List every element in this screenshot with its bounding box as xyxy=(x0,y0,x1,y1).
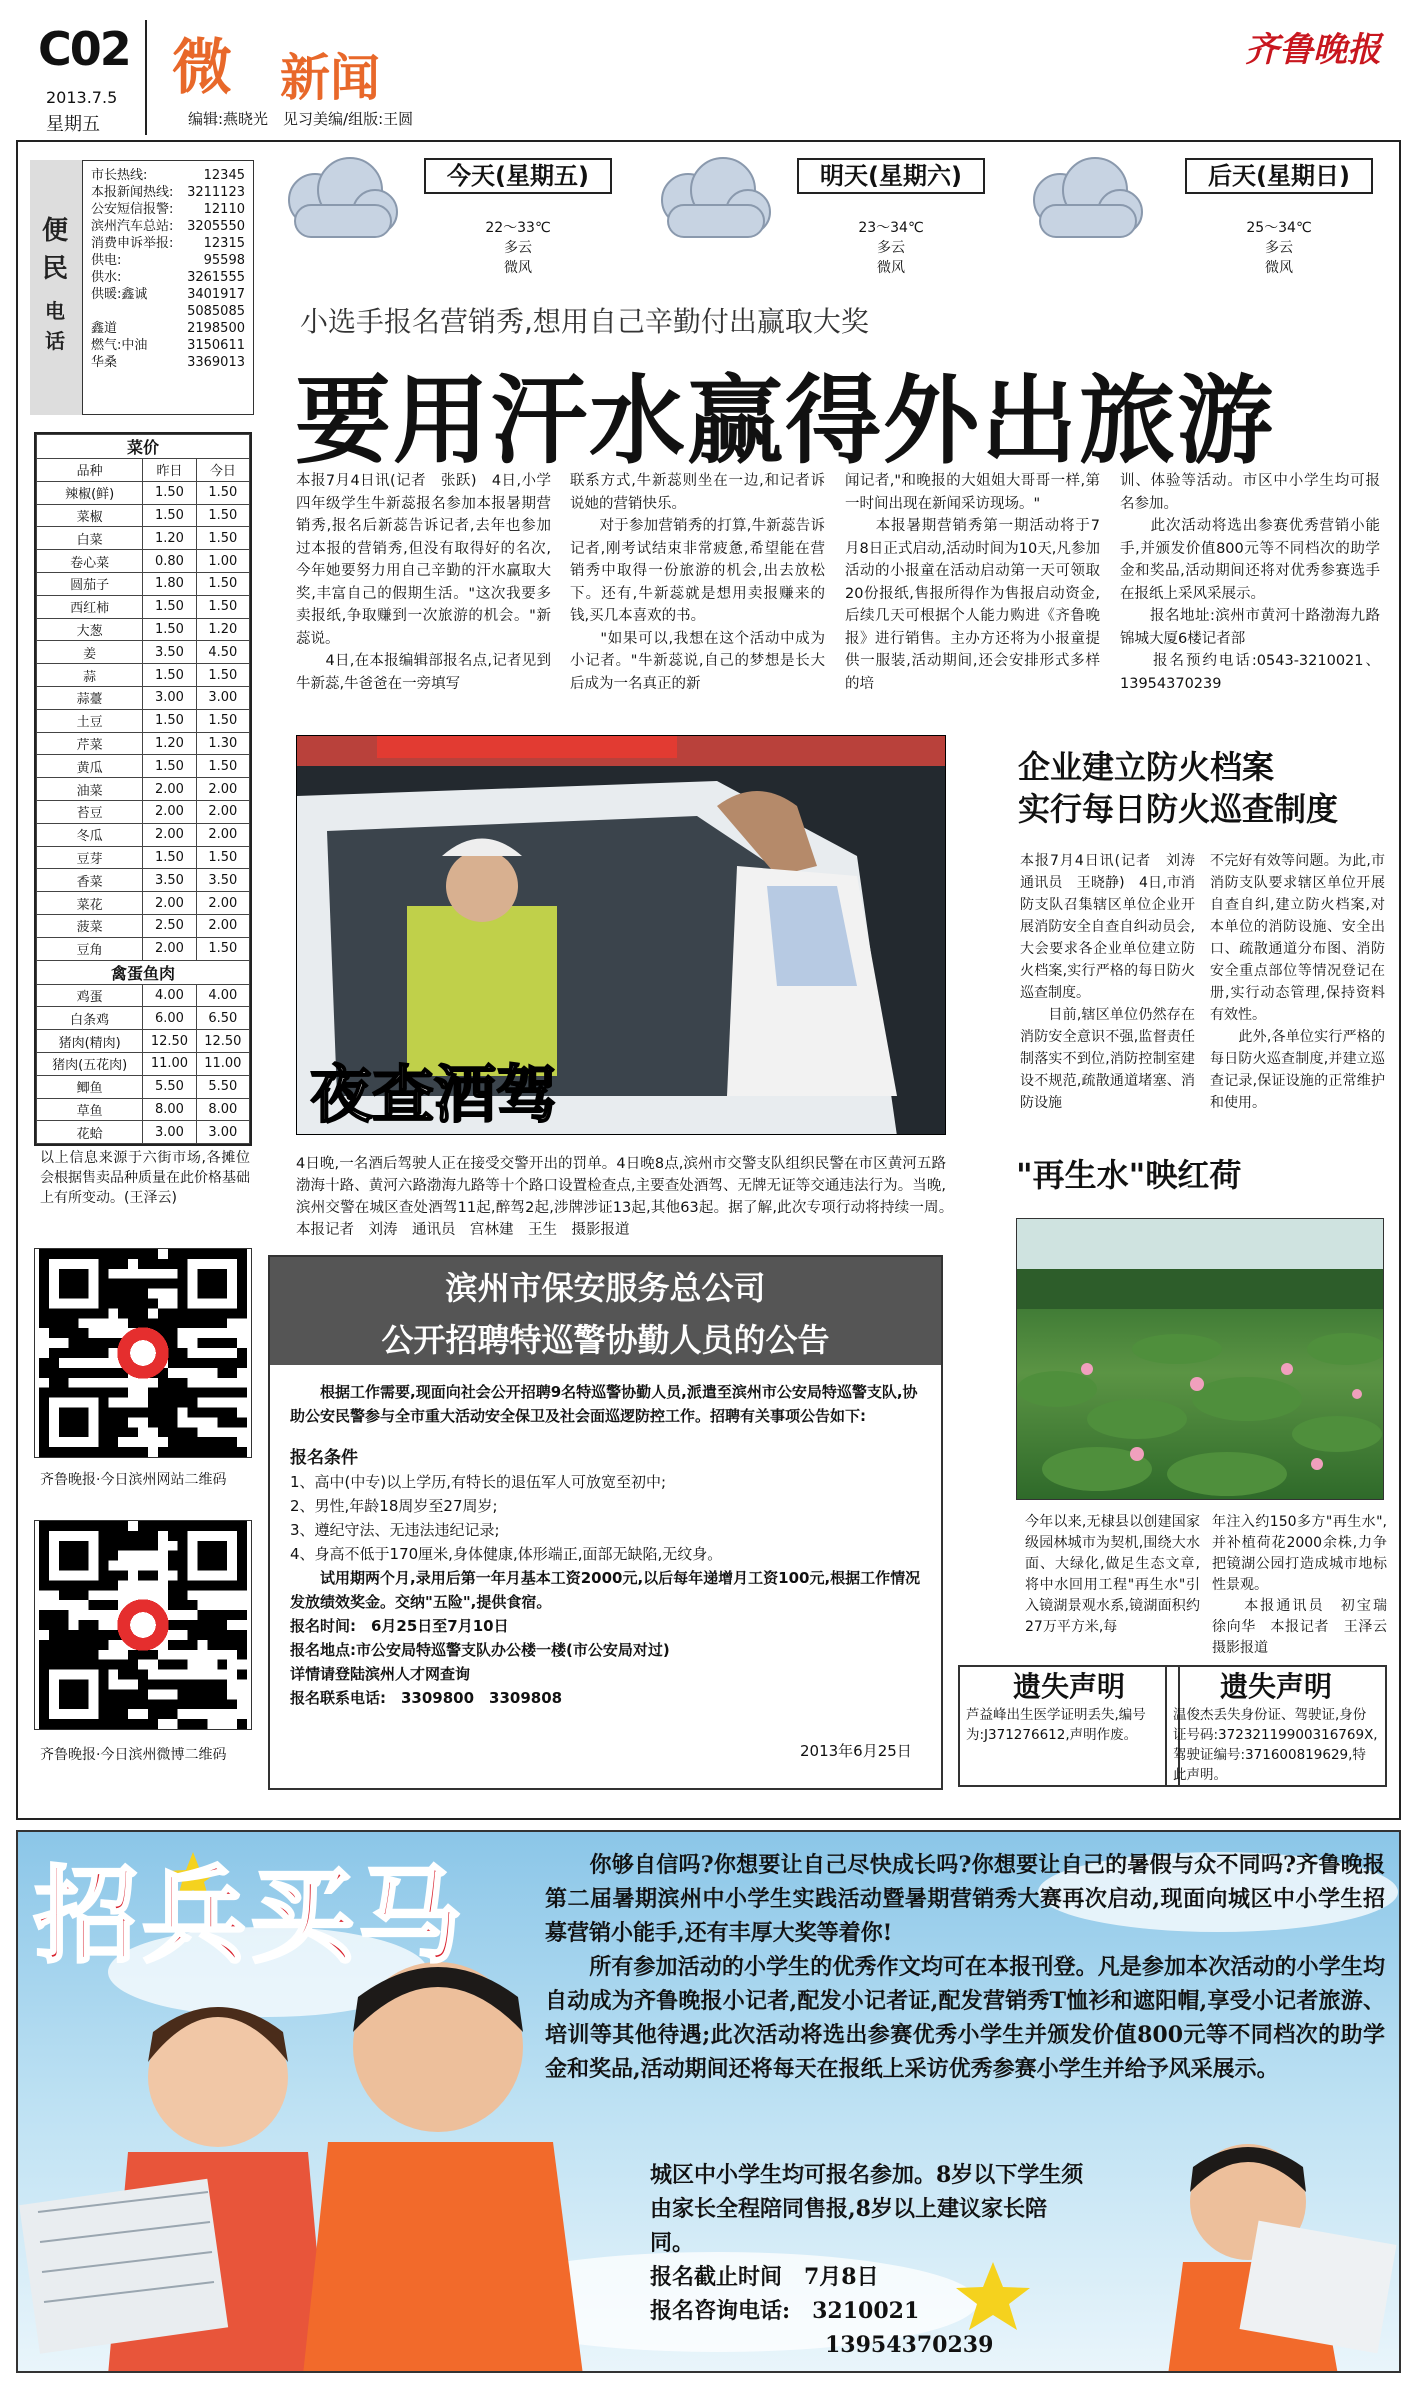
hotline-row xyxy=(91,354,245,371)
price-title: 菜价 xyxy=(37,435,250,459)
lost-notice-2 xyxy=(1165,1665,1387,1787)
ad-cond: 4、身高不低于170厘米,身体健康,体形端正,面部无缺陷,无纹身。 xyxy=(290,1545,723,1563)
notice-title: 遗失声明 xyxy=(1219,1670,1332,1703)
price-cell: 4.00 xyxy=(143,984,196,1007)
price-row xyxy=(37,664,250,687)
price-cell: 1.50 xyxy=(196,846,249,869)
banner-title: 招兵买马 xyxy=(34,1855,467,1977)
price-cell: 11.00 xyxy=(143,1052,196,1075)
price-row xyxy=(37,618,250,641)
banner-phone: 报名咨询电话: 3210021 xyxy=(650,2298,920,2324)
price-cell: 2.00 xyxy=(143,823,196,846)
price-cell: 12.50 xyxy=(196,1030,249,1053)
editor-credit: 编辑:燕晓光 见习美编/组版:王圆 xyxy=(188,110,414,128)
hotline-row xyxy=(91,303,245,320)
lost-notice-1 xyxy=(958,1665,1180,1787)
weather-info-today xyxy=(424,218,612,278)
price-table xyxy=(34,432,252,1146)
issue-weekday: 星期五 xyxy=(46,114,100,135)
price-cell: 1.50 xyxy=(143,664,196,687)
banner-eligibility: 城区中小学生均可报名参加。8岁以下学生须由家长全程陪同售报,8岁以上建议家长陪同。 xyxy=(650,2162,1084,2256)
lotus-col-1: 今年以来,无棣县以创建国家级园林城市为契机,围绕大水面、大绿化,做足生态文章,将中水回用工程"再生水"引入镜湖景观水系,镜湖面积约27万平方米,每 xyxy=(1025,1514,1200,1635)
price-row xyxy=(37,1052,250,1075)
price-cell: 8.00 xyxy=(196,1098,249,1121)
price-cell: 黄瓜 xyxy=(37,755,143,778)
price-cell: 3.00 xyxy=(196,1121,249,1144)
ad-cond: 2、男性,年龄18周岁至27周岁; xyxy=(290,1497,498,1515)
ad-company: 滨州市保安服务总公司 xyxy=(445,1269,766,1307)
lead-col-1: 本报7月4日讯(记者 张跃) 4日,小学四年级学生牛新蕊报名参加本报暑期营销秀,报名后新蕊告诉记者,去年也参加过本报的营销秀,但没有取得好的名次,今年她要努力用自己辛勤的汗水赢取大奖,丰富自己的假期生活。"这次我要多卖报纸,争取赚到一次旅游的机会。"新蕊说。 4日,在本报编辑部报名点,记者见到牛新蕊,牛爸爸在一旁填写 xyxy=(296,473,551,692)
price-cell: 2.00 xyxy=(196,892,249,915)
header-divider xyxy=(145,20,147,135)
hotline-name: 市长热线: xyxy=(91,168,148,183)
price-row xyxy=(37,755,250,778)
ad-detail: 详情请登陆滨州人才网查询 xyxy=(290,1665,471,1683)
price-cell: 1.50 xyxy=(196,527,249,550)
price-row xyxy=(37,778,250,801)
price-cell: 0.80 xyxy=(143,550,196,573)
lead-col-3: 闻记者,"和晚报的大姐姐大哥哥一样,第一时间出现在新闻采访现场。" 本报暑期营销秀第一期活动将于7月8日正式启动,活动时间为10天,凡参加活动的小报童在活动启动第一天可领取20份报纸,售报所得作为售报启动资金,后续几天可根据个人能力购进《齐鲁晚报》进行销售。主办方还将为小报童提供一服装,活动期间,还会安排形式多样的培 xyxy=(845,473,1100,692)
price-cell: 1.50 xyxy=(196,755,249,778)
hotline-row xyxy=(91,201,245,218)
price-row xyxy=(37,1075,250,1098)
photo-title: 夜查酒驾 xyxy=(310,1058,559,1131)
price-cell: 1.50 xyxy=(143,595,196,618)
price-cell: 草鱼 xyxy=(37,1098,143,1121)
price-cell: 3.50 xyxy=(143,641,196,664)
price-cell: 6.50 xyxy=(196,1007,249,1030)
price-note: 以上信息来源于六街市场,各摊位会根据售卖品种质量在此价格基础上有所变动。(王泽云) xyxy=(40,1150,250,1206)
price-cell: 白菜 xyxy=(37,527,143,550)
hotline-number: 3150611 xyxy=(187,338,245,353)
weather-info-tomorrow xyxy=(797,218,985,278)
lotus-col-2: 年注入约150多方"再生水",并补植荷花2000余株,力争把镜湖公园打造成城市地标性景观。 本报通讯员 初宝瑞 徐向华 本报记者 王泽云 摄影报道 xyxy=(1212,1514,1387,1656)
hotline-row xyxy=(91,269,245,286)
price-row xyxy=(37,869,250,892)
price-cell: 1.50 xyxy=(143,709,196,732)
price-cell: 5.50 xyxy=(196,1075,249,1098)
weather-temp: 23～34℃ xyxy=(858,220,924,236)
price-cell: 2.00 xyxy=(196,914,249,937)
price-row xyxy=(37,732,250,755)
price-cell: 1.50 xyxy=(196,595,249,618)
hotline-side-char: 电 xyxy=(45,299,65,323)
hotline-row xyxy=(91,218,245,235)
price-cell: 4.50 xyxy=(196,641,249,664)
price-col-header: 今日 xyxy=(196,459,249,482)
photo-caption: 4日晚,一名酒后驾驶人正在接受交警开出的罚单。4日晚8点,滨州市交警支队组织民警在市区黄河五路渤海十路、黄河六路渤海九路等十个路口设置检查点,主要查处酒驾、无牌无证等交通违法行为。当晚,滨州交警在城区查处酒驾11起,醉驾2起,涉牌涉证13起,其他63起。据了解,此次专项行动将持续一周。 本报记者 刘涛 通讯员 宫林建 王生 摄影报道 xyxy=(296,1156,961,1238)
price-row xyxy=(37,504,250,527)
price-cell: 11.00 xyxy=(196,1052,249,1075)
banner-phone-2: 13954370239 xyxy=(825,2332,994,2358)
hotline-row xyxy=(91,235,245,252)
cloud-icon xyxy=(1020,150,1150,264)
hotline-name: 供水: xyxy=(91,270,122,285)
price-cell: 苔豆 xyxy=(37,800,143,823)
weather-day-dayafter: 后天(星期日) xyxy=(1185,158,1373,194)
price-cell: 鸡蛋 xyxy=(37,984,143,1007)
ad-time: 报名时间: 6月25日至7月10日 xyxy=(290,1617,509,1635)
ad-cond-title: 报名条件 xyxy=(290,1448,358,1468)
price-cell: 1.50 xyxy=(196,504,249,527)
hotline-name: 供电: xyxy=(91,253,122,268)
price-row xyxy=(37,527,250,550)
price-row xyxy=(37,892,250,915)
hotline-name: 华桑 xyxy=(91,355,118,370)
weather-sky: 多云 xyxy=(1265,240,1293,256)
hotline-row xyxy=(91,167,245,184)
price-cell: 油菜 xyxy=(37,778,143,801)
ad-phone: 报名联系电话: 3309800 3309808 xyxy=(290,1689,563,1707)
section-logo-mark: 微 xyxy=(172,33,232,103)
price-cell: 1.50 xyxy=(143,618,196,641)
price-row xyxy=(37,1030,250,1053)
lotus-headline: "再生水"映红荷 xyxy=(1016,1156,1242,1194)
lead-subhead: 小选手报名营销秀,想用自己辛勤付出赢取大奖 xyxy=(300,305,869,338)
price-row xyxy=(37,1098,250,1121)
hotline-number: 12345 xyxy=(203,168,245,183)
weather-temp: 25～34℃ xyxy=(1246,220,1312,236)
lotus-photo xyxy=(1016,1218,1384,1500)
price-row xyxy=(37,481,250,504)
ad-title: 公开招聘特巡警协勤人员的公告 xyxy=(381,1321,830,1359)
fire-col-2: 不完好有效等问题。为此,市消防支队要求辖区单位开展自查自纠,建立防火档案,对本单位的消防设施、安全出口、疏散通道分布图、消防安全重点部位等情况登记在册,实行动态管理,保持资料有效性。 此外,各单位实行严格的每日防火巡查制度,并建立巡查记录,保证设施的正常维护和使用。 xyxy=(1210,853,1385,1111)
weather-day-today: 今天(星期五) xyxy=(424,158,612,194)
price-cell: 鲫鱼 xyxy=(37,1075,143,1098)
weibo-qr-caption: 齐鲁晚报·今日滨州微博二维码 xyxy=(40,1747,227,1763)
section-logo-text: 新闻 xyxy=(280,49,380,107)
price-col-header: 品种 xyxy=(37,459,143,482)
price-cell: 1.20 xyxy=(143,732,196,755)
price-row xyxy=(37,641,250,664)
price-cell: 1.80 xyxy=(143,572,196,595)
ad-cond: 1、高中(中专)以上学历,有特长的退伍军人可放宽至初中; xyxy=(290,1473,667,1491)
price-cell: 5.50 xyxy=(143,1075,196,1098)
hotline-number: 2198500 xyxy=(187,321,245,336)
price-cell: 菠菜 xyxy=(37,914,143,937)
price-cell: 2.00 xyxy=(196,778,249,801)
hotline-row xyxy=(91,337,245,354)
weather-temp: 22～33℃ xyxy=(485,220,551,236)
website-qr-code[interactable] xyxy=(34,1248,252,1458)
fire-col-1: 本报7月4日讯(记者 刘涛 通讯员 王晓静) 4日,市消防支队召集辖区单位企业开展消防安全自查自纠动员会,大会要求各企业单位建立防火档案,实行严格的每日防火巡查制度。 目前,辖区单位仍然存在消防安全意识不强,监督责任制落实不到位,消防控制室建设不规范,疏散通道堵塞、消防设施 xyxy=(1020,853,1195,1111)
price-row xyxy=(37,709,250,732)
hotline-number: 3211123 xyxy=(187,185,245,200)
price-row xyxy=(37,686,250,709)
price-cell: 1.50 xyxy=(196,664,249,687)
hotline-side-label xyxy=(30,160,82,415)
banner-text: 你够自信吗?你想要让自己尽快成长吗?你想要让自己的暑假与众不同吗?齐鲁晚报第二届暑期滨州中小学生实践活动暨暑期营销秀大赛再次启动,现面向城区中小学生招募营销小能手,还有丰厚大奖等着你! 所有参加活动的小学生的优秀作文均可在本报刊登。凡是参加本次活动的小学生均自动成为齐鲁晚报小记者,配发小记者证,配发营销秀T恤衫和遮阳帽,享受小记者旅游、培训等其他待遇;此次活动将选出参赛优秀小学生并颁发价值800元等不同档次的助学金和奖品,活动期间还将每天在报纸上采访优秀参赛小学生并给予风采展示。 xyxy=(545,1852,1385,2082)
ad-body xyxy=(290,1380,930,1710)
price-cell: 土豆 xyxy=(37,709,143,732)
price-cell: 豆角 xyxy=(37,937,143,960)
weather-wind: 微风 xyxy=(1265,260,1293,276)
price-cell: 大葱 xyxy=(37,618,143,641)
hotline-number: 3261555 xyxy=(187,270,245,285)
hotline-side-char: 民 xyxy=(42,254,69,284)
price-cell: 蒜 xyxy=(37,664,143,687)
hotline-number: 3369013 xyxy=(187,355,245,370)
cloud-icon xyxy=(648,150,778,264)
hotline-name: 滨州汽车总站: xyxy=(91,219,174,234)
hotline-number: 12110 xyxy=(203,202,245,217)
lead-headline: 要用汗水赢得外出旅游 xyxy=(295,364,1275,477)
hotline-row xyxy=(91,286,245,303)
price-cell: 2.00 xyxy=(196,800,249,823)
price-cell: 2.50 xyxy=(143,914,196,937)
hotline-name: 燃气:中油 xyxy=(91,338,148,353)
paper-name: 齐鲁晚报 xyxy=(1245,30,1381,70)
price-cell: 1.00 xyxy=(196,550,249,573)
fire-headline-2: 实行每日防火巡查制度 xyxy=(1018,790,1339,828)
weather-sky: 多云 xyxy=(504,240,532,256)
price-cell: 6.00 xyxy=(143,1007,196,1030)
price-cell: 12.50 xyxy=(143,1030,196,1053)
price-row xyxy=(37,846,250,869)
price-cell: 卷心菜 xyxy=(37,550,143,573)
price-cell: 猪肉(五花肉) xyxy=(37,1052,143,1075)
price-cell: 1.50 xyxy=(143,504,196,527)
hotline-number: 12315 xyxy=(203,236,245,251)
hotline-number: 3401917 xyxy=(187,287,245,302)
price-row xyxy=(37,1007,250,1030)
weibo-qr-code[interactable] xyxy=(34,1520,252,1730)
ad-cond: 3、遵纪守法、无违法违纪记录; xyxy=(290,1521,500,1539)
ad-trial: 试用期两个月,录用后第一年月基本工资2000元,以后每年递增月工资100元,根据工作情况发放绩效奖金。交纳"五险",提供食宿。 xyxy=(290,1569,921,1611)
price-row xyxy=(37,823,250,846)
price-cell: 姜 xyxy=(37,641,143,664)
price-cell: 3.00 xyxy=(143,686,196,709)
price-cell: 1.30 xyxy=(196,732,249,755)
price-cell: 3.50 xyxy=(143,869,196,892)
ad-place: 报名地点:市公安局特巡警支队办公楼一楼(市公安局对过) xyxy=(290,1641,670,1659)
price-col-header: 昨日 xyxy=(143,459,196,482)
price-cell: 4.00 xyxy=(196,984,249,1007)
ad-intro: 根据工作需要,现面向社会公开招聘9名特巡警协勤人员,派遣至滨州市公安局特巡警支队,协助公安民警参与全市重大活动安全保卫及社会面巡逻防控工作。招聘有关事项公告如下: xyxy=(290,1383,918,1425)
website-qr-caption: 齐鲁晚报·今日滨州网站二维码 xyxy=(40,1472,227,1488)
hotline-side-char: 便 xyxy=(42,216,69,246)
price-cell: 猪肉(精肉) xyxy=(37,1030,143,1053)
price-cell: 白条鸡 xyxy=(37,1007,143,1030)
hotline-name: 鑫道 xyxy=(91,321,118,336)
hotline-name: 本报新闻热线: xyxy=(91,185,174,200)
price-cell: 1.50 xyxy=(143,481,196,504)
hotline-row xyxy=(91,184,245,201)
weather-info-dayafter xyxy=(1185,218,1373,278)
price-cell: 2.00 xyxy=(143,778,196,801)
lead-col-4: 训、体验等活动。市区中小学生均可报名参加。 此次活动将选出参赛优秀营销小能手,并颁发价值800元等不同档次的助学金和奖品,活动期间还将对优秀参赛选手在报纸上采风采展示。 报名地址:滨州市黄河十路渤海九路锦城大厦6楼记者部 报名预约电话:0543-3210021、13954370239 xyxy=(1120,473,1380,692)
price-row xyxy=(37,937,250,960)
notice-text: 芦益峰出生医学证明丢失,编号为:J371276612,声明作废。 xyxy=(966,1707,1146,1743)
price-cell: 2.00 xyxy=(143,937,196,960)
price-cell: 2.00 xyxy=(196,823,249,846)
price-cell: 蒜薹 xyxy=(37,686,143,709)
weather-day-tomorrow: 明天(星期六) xyxy=(797,158,985,194)
price-cell: 1.20 xyxy=(143,527,196,550)
notice-text: 温俊杰丢失身份证、驾驶证,身份证号码:37232119900316769X,驾驶证编号:371600819629,特此声明。 xyxy=(1173,1707,1378,1783)
price-cell: 冬瓜 xyxy=(37,823,143,846)
price-row xyxy=(37,914,250,937)
issue-date: 2013.7.5 xyxy=(46,88,118,107)
price-cell: 1.50 xyxy=(143,755,196,778)
hotline-number: 3205550 xyxy=(187,219,245,234)
price-cell: 2.00 xyxy=(143,800,196,823)
price-cell: 1.20 xyxy=(196,618,249,641)
price-cell: 菜花 xyxy=(37,892,143,915)
price-cell: 3.50 xyxy=(196,869,249,892)
hotline-name: 供暖:鑫诚 xyxy=(91,287,148,302)
price-cell: 1.50 xyxy=(196,481,249,504)
cloud-icon xyxy=(275,150,405,264)
hotline-number: 95598 xyxy=(203,253,245,268)
price-cell: 香菜 xyxy=(37,869,143,892)
recruitment-ad-header xyxy=(270,1257,941,1365)
price-row xyxy=(37,1121,250,1144)
price-cell: 圆茄子 xyxy=(37,572,143,595)
price-cell: 1.50 xyxy=(196,572,249,595)
price-row xyxy=(37,800,250,823)
price-row xyxy=(37,984,250,1007)
price-cell: 8.00 xyxy=(143,1098,196,1121)
page-code: C02 xyxy=(38,22,130,76)
hotline-name: 消费申诉举报: xyxy=(91,236,174,251)
price-row xyxy=(37,572,250,595)
price-section-title: 禽蛋鱼肉 xyxy=(37,960,250,984)
price-cell: 1.50 xyxy=(196,937,249,960)
hotline-list xyxy=(82,160,254,415)
banner-registration xyxy=(650,2158,1090,2362)
price-row xyxy=(37,550,250,573)
price-cell: 西红柿 xyxy=(37,595,143,618)
hotline-row xyxy=(91,320,245,337)
price-cell: 芹菜 xyxy=(37,732,143,755)
hotline-row xyxy=(91,252,245,269)
hotline-side-char: 话 xyxy=(45,329,65,353)
price-cell: 菜椒 xyxy=(37,504,143,527)
notice-title: 遗失声明 xyxy=(1012,1670,1125,1703)
price-cell: 花蛤 xyxy=(37,1121,143,1144)
weather-sky: 多云 xyxy=(877,240,905,256)
lead-col-2: 联系方式,牛新蕊则坐在一边,和记者诉说她的营销快乐。 对于参加营销秀的打算,牛新蕊告诉记者,刚考试结束非常疲惫,希望能在营销秀中取得一份旅游的机会,出去放松下。还有,牛新蕊就是想用卖报赚来的钱,买几本喜欢的书。 "如果可以,我想在这个活动中成为小记者。"牛新蕊说,自己的梦想是长大后成为一名真正的新 xyxy=(570,473,825,692)
hotline-number: 5085085 xyxy=(187,304,245,319)
price-cell: 1.50 xyxy=(196,709,249,732)
price-cell: 2.00 xyxy=(143,892,196,915)
fire-headline-1: 企业建立防火档案 xyxy=(1018,748,1275,786)
banner-deadline: 报名截止时间 7月8日 xyxy=(650,2264,879,2290)
price-cell: 1.50 xyxy=(143,846,196,869)
price-row xyxy=(37,595,250,618)
price-cell: 辣椒(鲜) xyxy=(37,481,143,504)
price-cell: 3.00 xyxy=(143,1121,196,1144)
ad-date: 2013年6月25日 xyxy=(800,1742,912,1760)
weather-wind: 微风 xyxy=(504,260,532,276)
price-cell: 3.00 xyxy=(196,686,249,709)
hotline-name: 公安短信报警: xyxy=(91,202,174,217)
weather-wind: 微风 xyxy=(877,260,905,276)
price-cell: 豆芽 xyxy=(37,846,143,869)
